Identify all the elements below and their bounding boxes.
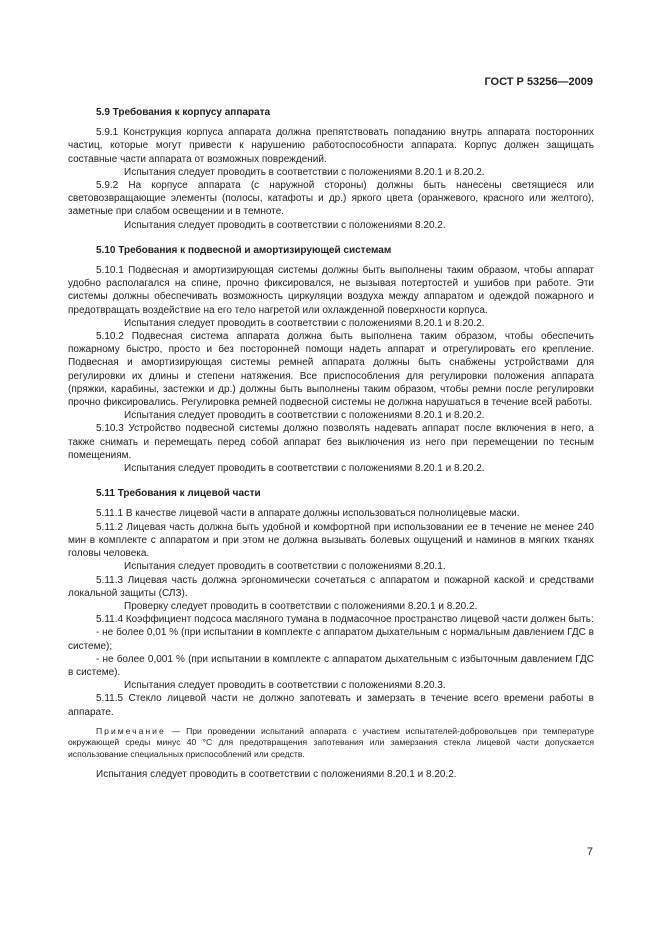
section-5-11 [68,487,594,780]
paragraph: 5.11.3 Лицевая часть должна эргономически сочетаться с аппаратом и пожарной каской и средствами локальной защиты (СЛЗ). [68,574,594,599]
paragraph: 5.11.5 Стекло лицевой части не должно запотевать и замерзать в течение всего времени работы в аппарате. [68,693,594,718]
list-item: - не более 0,01 % (при испытании в комплекте с аппаратом дыхательным с нормальным давлением ГДС в системе); [68,627,594,652]
note-text: — При проведении испытаний аппарата с участием испытателей-добровольцев при температуре окружающей среды минус 40 °С для предотвращения запотевания или замерзания стекла лицевой части допускается использование специальных приспособлений или средств. [68,725,594,759]
section-5-9 [68,106,594,232]
paragraph: Испытания следует проводить в соответствии с положениями 8.20.2. [124,219,446,231]
paragraph: Испытания следует проводить в соответствии с положениями 8.20.1. [124,561,446,573]
section-5-10 [68,244,594,475]
paragraph: 5.11.4 Коэффициент подсоса масляного тумана в подмасочное пространство лицевой части должен быть: [96,614,594,626]
paragraph: Испытания следует проводить в соответствии с положениями 8.20.1 и 8.20.2. [96,768,457,780]
section-heading: 5.10 Требования к подвесной и амортизирующей системам [96,244,392,256]
paragraph: 5.11.1 В качестве лицевой части в аппарате должны использоваться полнолицевые маски. [96,508,520,520]
paragraph: Испытания следует проводить в соответствии с положениями 8.20.1 и 8.20.2. [124,410,485,422]
list-item: - не более 0,001 % (при испытании в комплекте с аппаратом дыхательным с избыточным давлением ГДС в системе). [68,653,594,678]
paragraph: Проверку следует проводить в соответствии с положениями 8.20.1 и 8.20.2. [124,600,478,612]
page-number: 7 [586,846,593,858]
paragraph: Испытания следует проводить в соответствии с положениями 8.20.1 и 8.20.2. [124,166,485,178]
paragraph: Испытания следует проводить в соответствии с положениями 8.20.1 и 8.20.2. [124,317,485,329]
note [68,726,594,761]
section-heading: 5.11 Требования к лицевой части [96,488,261,500]
paragraph: Испытания следует проводить в соответствии с положениями 8.20.3. [124,680,446,692]
paragraph: 5.11.2 Лицевая часть должна быть удобной и комфортной при использовании ее в течение не менее 240 мин в комплекте с аппаратом и при этом не должна вызывать болевых ощущений и наминов в мягких тканях головы человека. [68,521,594,560]
section-heading: 5.9 Требования к корпусу аппарата [96,107,271,118]
paragraph: 5.9.1 Конструкция корпуса аппарата должна препятствовать попаданию внутрь аппарата посторонних частиц, которые могут привести к нарушению работоспособности аппарата. Корпус должен защищать составные части аппарата от возможных повреждений. [68,127,594,165]
paragraph: 5.10.3 Устройство подвесной системы должно позволять надевать аппарат после включения в него, а также снимать и перемещать перед собой аппарат без выключения из него при перемещении по тесным помещениям. [68,423,594,461]
paragraph: Испытания следует проводить в соответствии с положениями 8.20.1 и 8.20.2. [124,463,485,475]
page-content [68,106,594,781]
note-label: Примечание [96,725,166,736]
paragraph: 5.9.2 На корпусе аппарата (с наружной стороны) должны быть нанесены светящиеся или световозвращающие элементы (полосы, катафоты и др.) яркого цвета (оранжевого, красного или желтого), заметные при слабом освещении и в темноте. [68,180,594,218]
paragraph: 5.10.1 Подвесная и амортизирующая системы должны быть выполнены таким образом, чтобы аппарат удобно располагался на спине, прочно фиксировался, не вызывая потертостей и ушибов при работе. Эти системы должны обеспечивать возможность циркуляции воздуха между аппаратом и одеждой пожарного и предотвращать воздействие на его тело нагретой или охлажденной поверхности корпуса. [68,265,594,316]
paragraph: 5.10.2 Подвесная система аппарата должна быть выполнена таким образом, чтобы обеспечить пожарному быстро, просто и без посторонней помощи надеть аппарат и отрегулировать его крепление. Подвесная и амортизирующая системы ремней аппарата должны быть снабжены устройствами для регулировки их длины и степени натяжения. Все приспособления для регулировки положения аппарата (пряжки, карабины, застежки и др.) должны быть выполнены таким образом, чтобы ремни после регулировки прочно фиксировались. Регулировка ремней подвесной системы не должна нарушаться в течение всей работы. [68,331,594,409]
document-id: ГОСТ Р 53256—2009 [484,76,593,88]
